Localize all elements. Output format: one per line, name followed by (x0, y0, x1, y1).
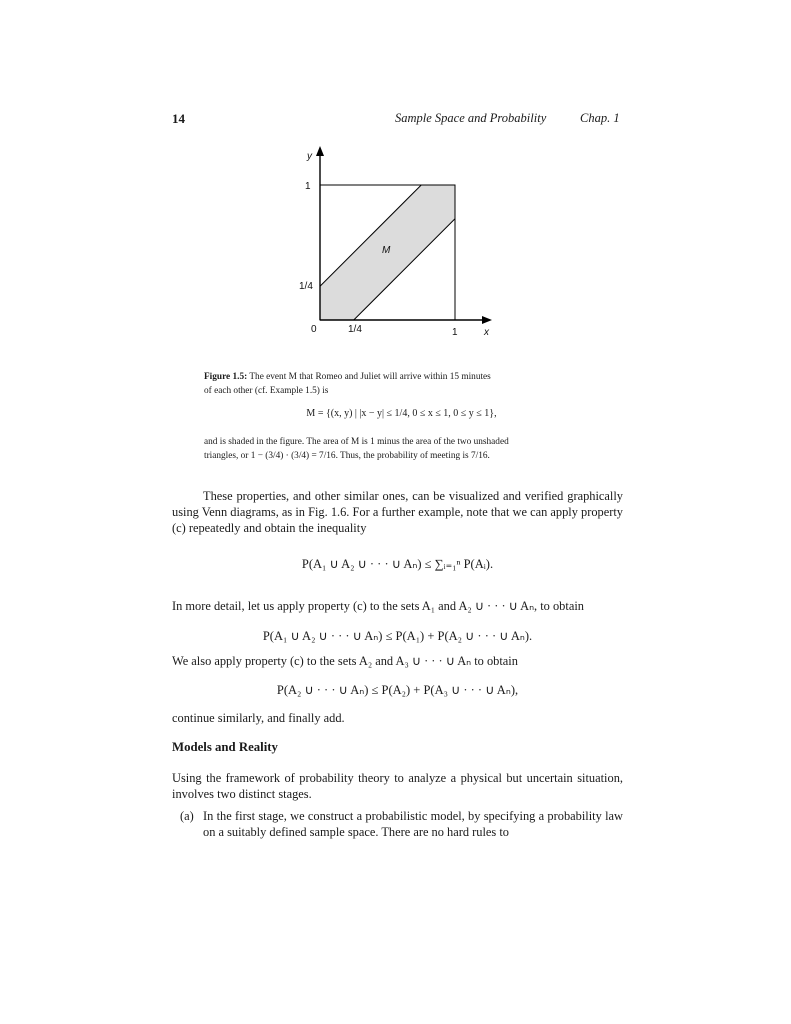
x-tick-quarter: 1/4 (348, 324, 362, 335)
figure-caption-line-4: triangles, or 1 − (3/4) · (3/4) = 7/16. Thus, the probability of meeting is 7/16. (204, 451, 490, 461)
figure-caption-line-1 (204, 371, 599, 385)
chapter-label: Chap. 1 (580, 111, 620, 125)
list-item-a (180, 808, 623, 840)
region-label: M (382, 245, 391, 256)
paragraph-more-detail: In more detail, let us apply property (c) to the sets A₁ and A₂ ∪ · · · ∪ Aₙ, to obtain (172, 599, 584, 613)
paragraph-framework: Using the framework of probability theory to analyze a physical but uncertain situation, involves two distinct stages. (172, 771, 623, 801)
page-number: 14 (172, 111, 185, 126)
y-axis-arrow-icon (316, 146, 324, 156)
paragraph-venn: These properties, and other similar ones, can be visualized and verified graphically using Venn diagrams, as in Fig. 1.6. For a further example, note that we can apply property (c) repeatedly and obtain the inequality (172, 489, 623, 535)
figure-caption-line-2: of each other (cf. Example 1.5) is (204, 386, 329, 396)
y-tick-1: 1 (305, 181, 311, 192)
equation-step-2: P(A₂ ∪ · · · ∪ Aₙ) ≤ P(A₂) + P(A₃ ∪ · · · ∪ Aₙ), (276, 683, 519, 697)
running-title: Sample Space and Probability (395, 111, 547, 125)
caption-line-1-text: The event M that Romeo and Juliet will arrive within 15 minutes (249, 372, 491, 382)
list-item-a-text: In the first stage, we construct a probabilistic model, by specifying a probability law on a suitably defined sample space. There are no hard rules to (203, 809, 623, 839)
x-axis-arrow-icon (482, 316, 492, 324)
equation-union-bound: P(A₁ ∪ A₂ ∪ · · · ∪ Aₙ) ≤ ∑ᵢ₌₁ⁿ P(Aᵢ). (301, 557, 494, 571)
figure-caption-label: Figure 1.5: (204, 372, 248, 382)
origin-label: 0 (311, 324, 317, 335)
equation-step-1: P(A₁ ∪ A₂ ∪ · · · ∪ Aₙ) ≤ P(A₁) + P(A₂ ∪ · · · ∪ Aₙ). (262, 629, 533, 643)
x-axis-label: x (484, 327, 489, 338)
section-heading: Models and Reality (172, 740, 278, 754)
y-axis-label: y (307, 151, 312, 162)
list-marker-a: (a) (180, 809, 194, 823)
figure-caption-line-3: and is shaded in the figure. The area of M is 1 minus the area of the two unshaded (204, 437, 509, 447)
caption-equation: M = {(x, y) | |x − y| ≤ 1/4, 0 ≤ x ≤ 1, 0 ≤ y ≤ 1}, (306, 408, 497, 419)
figure-1-5 (280, 140, 510, 345)
y-tick-quarter: 1/4 (299, 281, 313, 292)
x-tick-1: 1 (452, 327, 458, 338)
paragraph-continue: continue similarly, and finally add. (172, 711, 345, 725)
paragraph-also-apply: We also apply property (c) to the sets A₂ and A₃ ∪ · · · ∪ Aₙ to obtain (172, 654, 518, 668)
